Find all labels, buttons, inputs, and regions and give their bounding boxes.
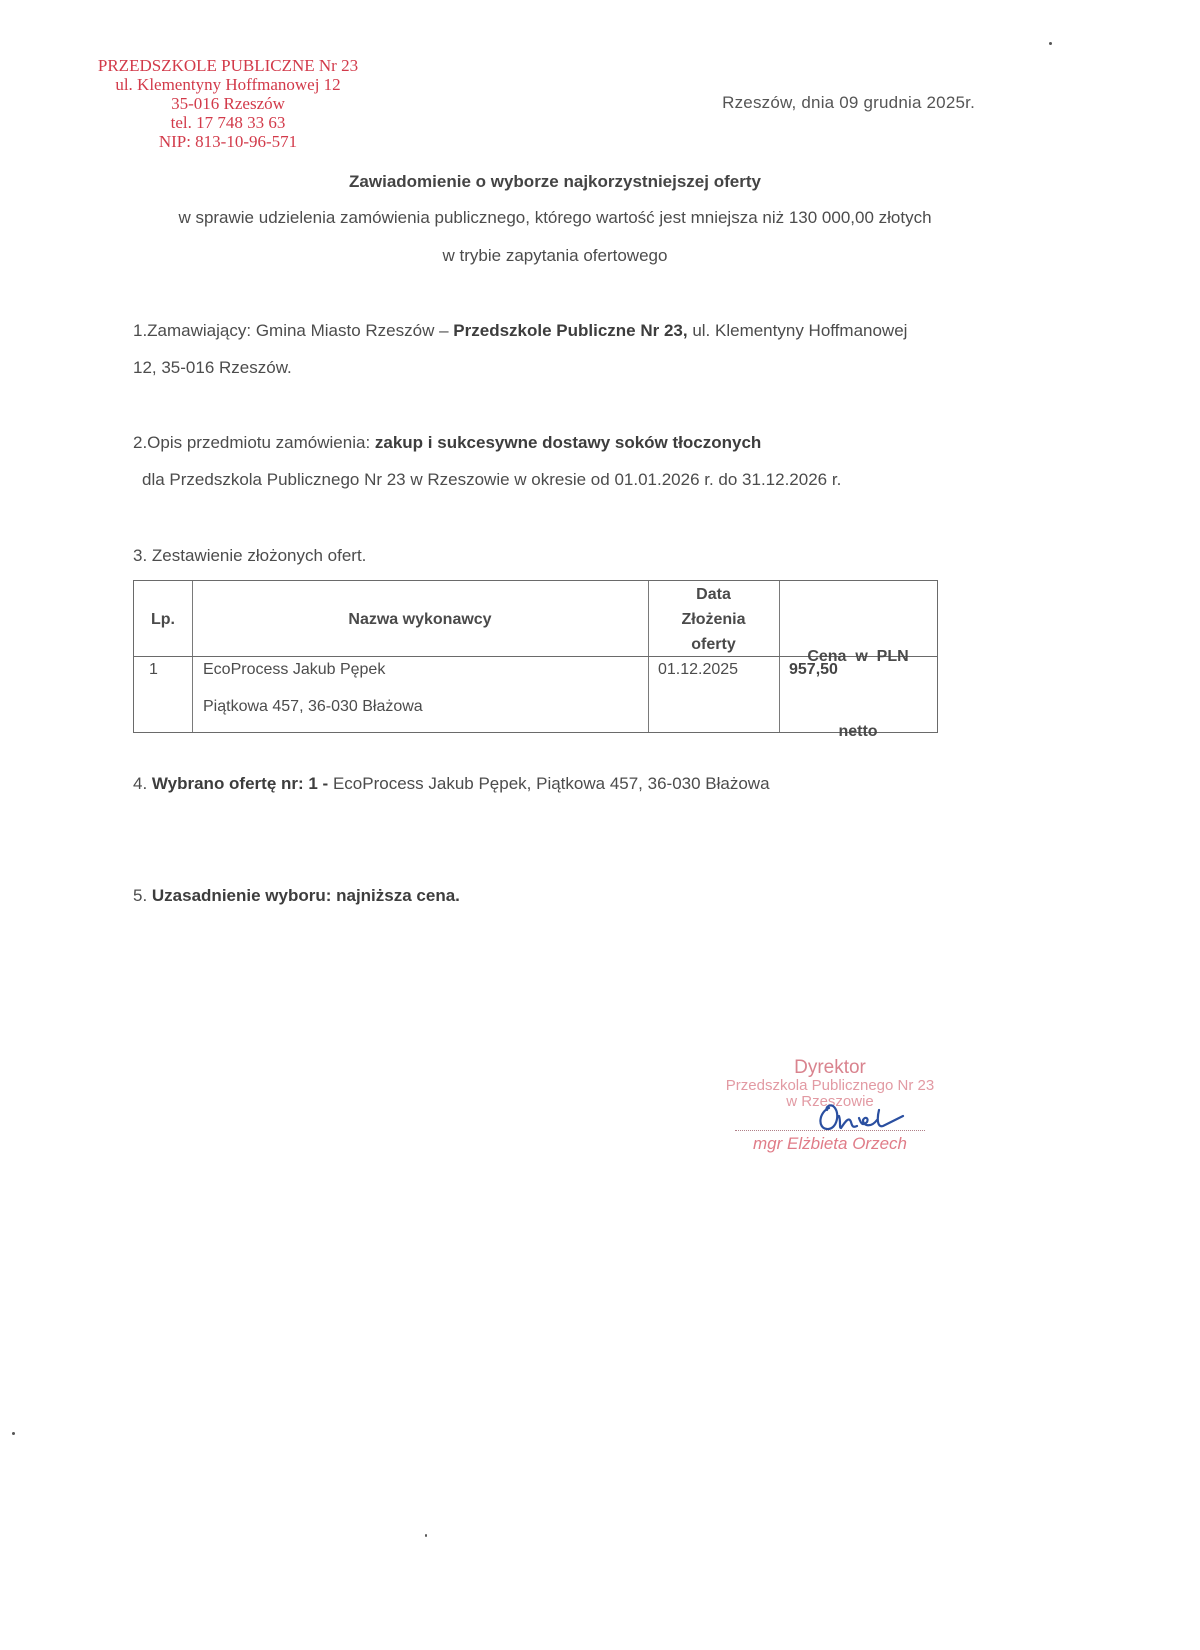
section-4-number: 4. (133, 774, 152, 793)
stamp-line-nip: NIP: 813-10-96-571 (158, 132, 298, 151)
section-5-label: Uzasadnienie wyboru: (151, 886, 332, 905)
document-subtitle-1: w sprawie udzielenia zamówienia publicznego, którego wartość jest mniejsza niż 130 000,00 złotych (178, 208, 932, 227)
section-4-selected-offer: EcoProcess Jakub Pępek, Piątkowa 457, 36-030 Błażowa (332, 774, 770, 793)
signature-institution: Przedszkola Publicznego Nr 23 (725, 1077, 935, 1094)
director-signature-stamp (700, 1057, 960, 1153)
section-4 (133, 774, 770, 794)
row-lp: 1 (149, 661, 158, 678)
scan-speck (12, 1432, 15, 1435)
header-date-line-3: oferty (691, 636, 736, 653)
section-5-value: najniższa cena. (331, 886, 460, 905)
institution-stamp (90, 56, 366, 151)
header-date-line-2: Złożenia (681, 611, 746, 628)
section-2-line-1 (133, 433, 761, 453)
header-submission-date (648, 582, 779, 657)
signature-city: w Rzeszowie (786, 1093, 874, 1110)
document-date: Rzeszów, dnia 09 grudnia 2025r. (722, 93, 975, 112)
document-title: Zawiadomienie o wyborze najkorzystniejszej oferty (349, 172, 761, 191)
section-2-prefix: 2.Opis przedmiotu zamówienia: (133, 433, 375, 452)
stamp-line-phone: tel. 17 748 33 63 (170, 113, 286, 132)
signature-role: Dyrektor (794, 1057, 866, 1078)
section-1-line-1 (133, 321, 907, 341)
header-contractor-name: Nazwa wykonawcy (348, 611, 492, 628)
section-2-line-2: dla Przedszkola Publicznego Nr 23 w Rzeszowie w okresie od 01.01.2026 r. do 31.12.2026 r. (142, 470, 842, 489)
stamp-line-street: ul. Klementyny Hoffmanowej 12 (115, 75, 341, 94)
section-1-line-2: 12, 35-016 Rzeszów. (133, 358, 292, 377)
row-contractor-address: Piątkowa 457, 36-030 Błażowa (203, 698, 423, 715)
section-1-prefix: 1.Zamawiający: Gmina Miasto Rzeszów – (133, 321, 454, 340)
header-price-line-2: netto (838, 723, 878, 740)
row-contractor-name: EcoProcess Jakub Pępek (203, 661, 386, 678)
section-2-bold: zakup i sukcesywne dostawy soków tłoczonych (374, 433, 762, 452)
header-lp: Lp. (151, 611, 175, 628)
row-submission-date: 01.12.2025 (658, 661, 739, 678)
signature-dotted-line (735, 1130, 925, 1131)
row-price: 957,50 (789, 661, 838, 678)
stamp-line-city: 35-016 Rzeszów (171, 94, 285, 113)
section-4-label: Wybrano ofertę nr: 1 - (151, 774, 333, 793)
scan-speck (425, 1534, 427, 1537)
header-price (779, 594, 937, 794)
offers-table (133, 580, 938, 740)
header-price-line-1: Cena w PLN (807, 648, 909, 665)
signature-name: mgr Elżbieta Orzech (753, 1134, 907, 1153)
stamp-line-name: PRZEDSZKOLE PUBLICZNE Nr 23 (97, 56, 359, 75)
section-5-number: 5. (133, 886, 152, 905)
section-5 (133, 886, 460, 906)
document-subtitle-2: w trybie zapytania ofertowego (442, 246, 668, 265)
header-date-line-1: Data (696, 586, 731, 603)
section-1-bold: Przedszkole Publiczne Nr 23, (453, 321, 688, 340)
section-1-suffix: ul. Klementyny Hoffmanowej (687, 321, 908, 340)
scan-speck (1049, 42, 1052, 45)
section-3-heading: 3. Zestawienie złożonych ofert. (133, 546, 367, 565)
